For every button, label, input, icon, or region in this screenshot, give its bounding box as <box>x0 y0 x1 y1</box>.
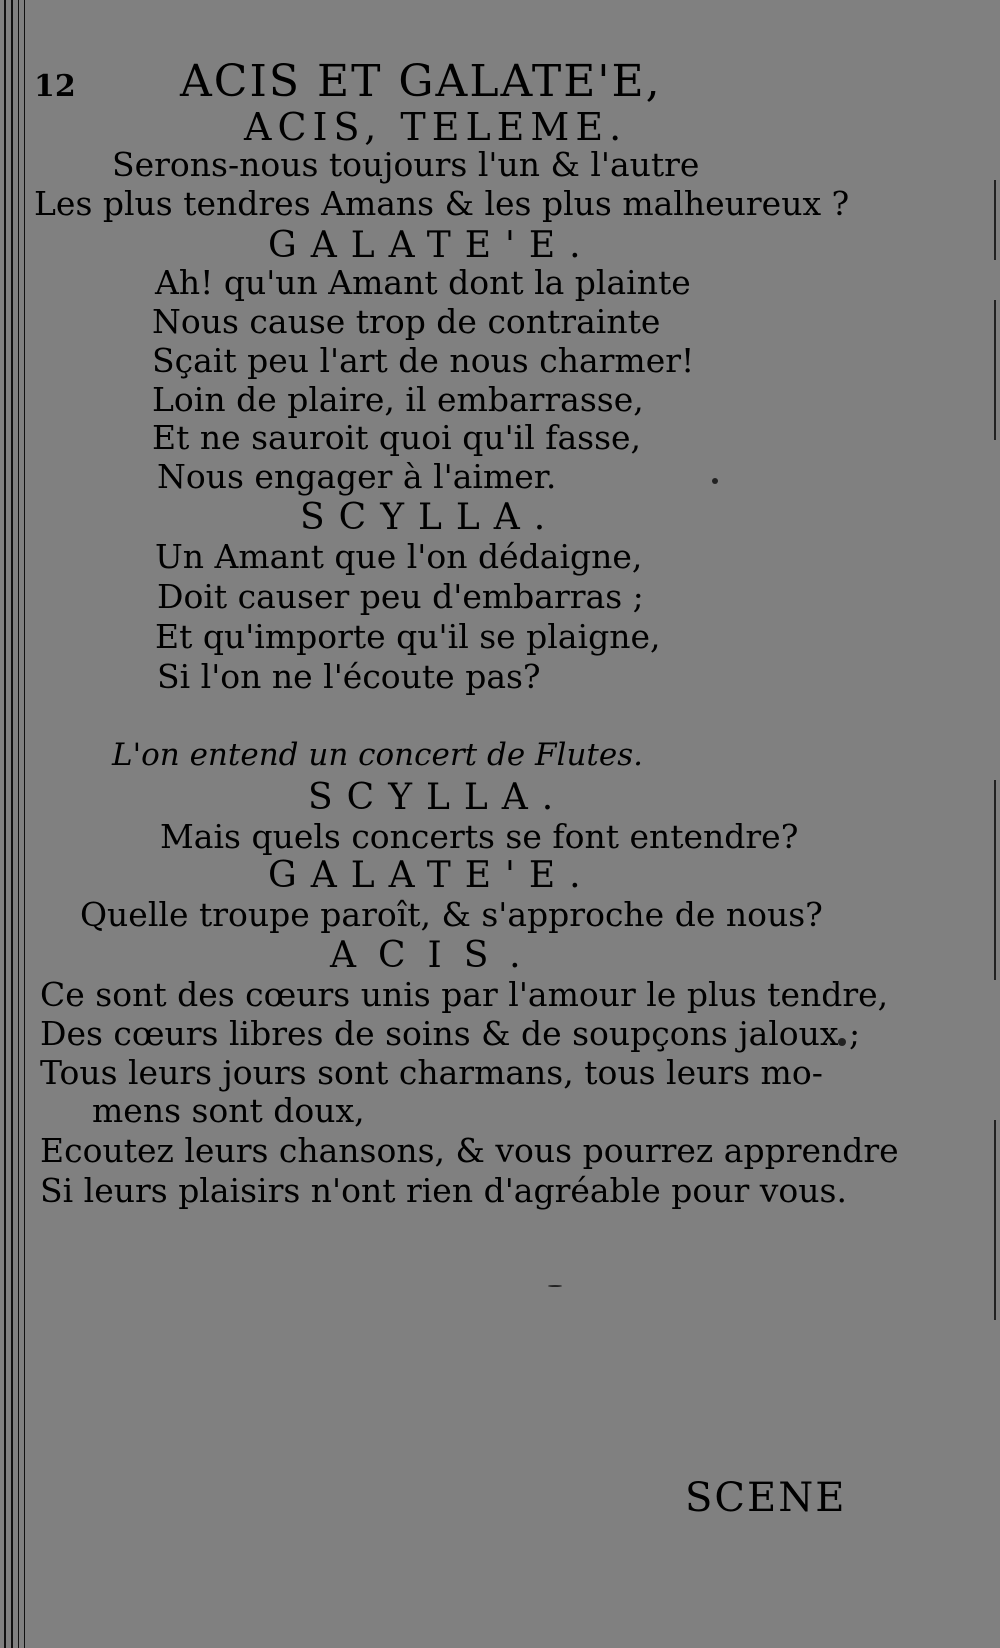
speaker-heading: ACIS. <box>330 935 543 976</box>
verse-line: Ecoutez leurs chansons, & vous pourrez apprendre <box>40 1131 899 1170</box>
verse-line: Doit causer peu d'embarras ; <box>157 577 644 616</box>
verse-line: Quelle troupe paroît, & s'approche de nous? <box>80 895 823 934</box>
page-number: 12 <box>34 69 76 104</box>
page-edge-mark <box>994 1120 996 1320</box>
binding-line <box>18 0 19 1648</box>
catchword: SCENE <box>685 1475 847 1521</box>
verse-line: Et qu'importe qu'il se plaigne, <box>155 617 661 656</box>
verse-line: Tous leurs jours sont charmans, tous leurs mo- <box>40 1053 823 1092</box>
verse-line: Si l'on ne l'écoute pas? <box>157 657 541 696</box>
verse-line: mens sont doux, <box>92 1091 365 1130</box>
stage-direction: L'on entend un concert de Flutes. <box>112 737 643 773</box>
verse-line: Mais quels concerts se font entendre? <box>160 817 799 856</box>
verse-line: Loin de plaire, il embarrasse, <box>152 380 644 419</box>
ink-speck <box>712 478 718 484</box>
binding-line <box>24 0 25 1648</box>
verse-line: Un Amant que l'on dédaigne, <box>155 537 643 576</box>
speaker-heading: GALATE'E. <box>268 855 595 896</box>
page-edge-mark <box>994 180 996 260</box>
verse-line: Sçait peu l'art de nous charmer! <box>152 341 695 380</box>
page-edge-mark <box>994 300 996 440</box>
verse-line: Nous cause trop de contrainte <box>152 302 661 341</box>
verse-line: Les plus tendres Amans & les plus malheureux ? <box>34 184 850 223</box>
binding-line <box>4 0 6 1648</box>
ink-speck <box>548 1285 562 1287</box>
verse-line: Nous engager à l'aimer. <box>157 457 557 496</box>
verse-line: Ce sont des cœurs unis par l'amour le plus tendre, <box>40 975 889 1014</box>
speaker-heading: GALATE'E. <box>268 225 595 266</box>
speaker-heading: SCYLLA. <box>300 497 560 538</box>
running-title: ACIS ET GALATE'E, <box>180 56 662 107</box>
binding-line <box>11 0 13 1648</box>
verse-line: Des cœurs libres de soins & de soupçons jaloux ; <box>40 1014 861 1053</box>
verse-line: Si leurs plaisirs n'ont rien d'agréable pour vous. <box>40 1171 847 1210</box>
page-edge-mark <box>994 780 996 980</box>
speaker-heading: ACIS, TELEME. <box>244 105 628 149</box>
verse-line: Ah! qu'un Amant dont la plainte <box>155 263 691 302</box>
verse-line: Serons-nous toujours l'un & l'autre <box>112 145 700 184</box>
verse-line: Et ne sauroit quoi qu'il fasse, <box>152 418 642 457</box>
speaker-heading: SCYLLA. <box>308 777 568 818</box>
